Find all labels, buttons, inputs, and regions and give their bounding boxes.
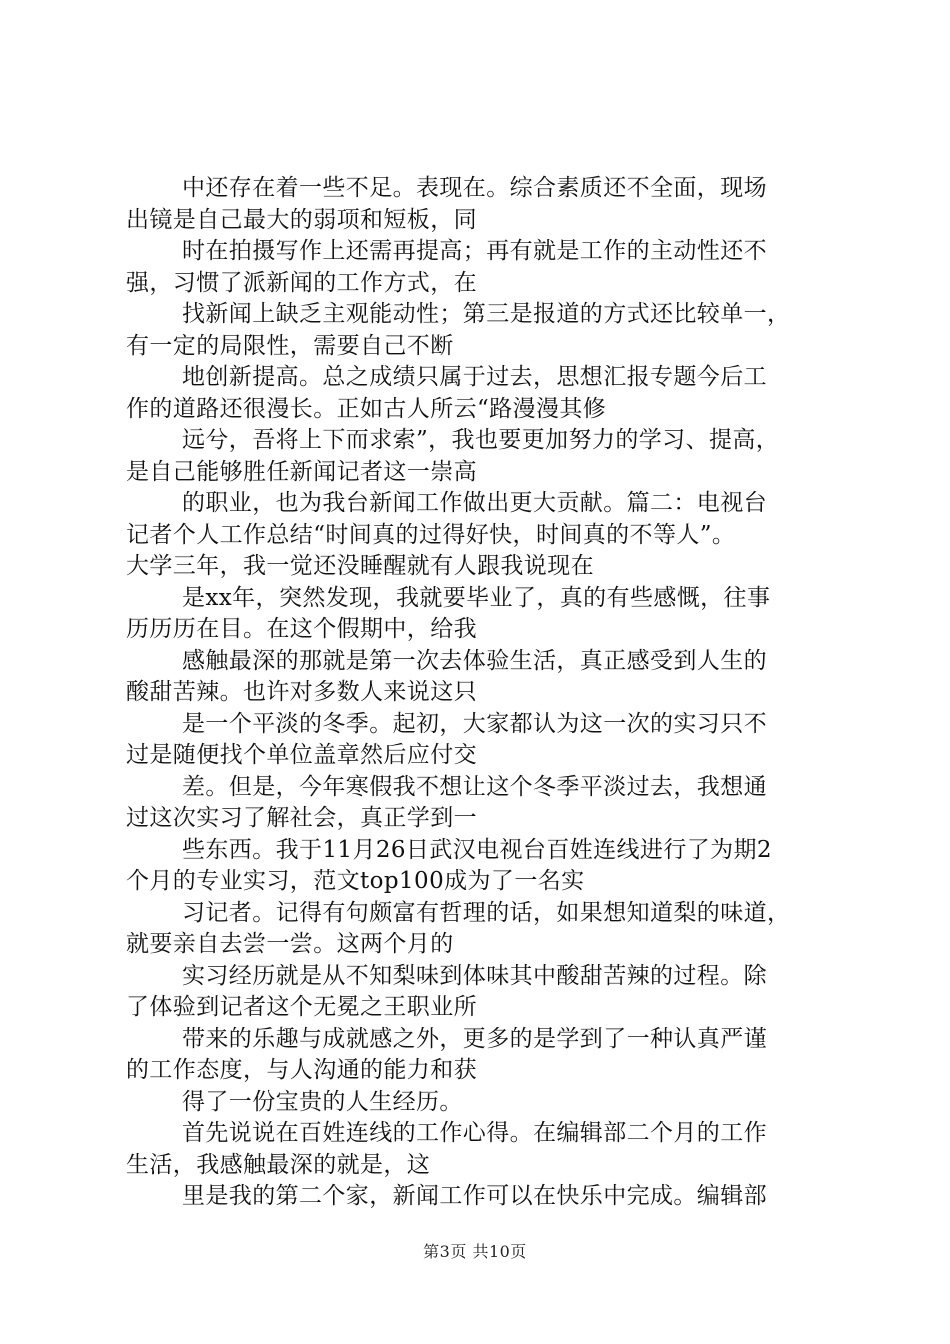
paragraph [126, 173, 846, 236]
text-line: 些东西。我于11月26日武汉电视台百姓连线进行了为期2 [182, 836, 772, 863]
paragraph [126, 772, 846, 835]
text-line: 有一定的局限性，需要自己不断 [126, 332, 454, 359]
text-line: 时在拍摄写作上还需再提高；再有就是工作的主动性还不 [182, 238, 767, 264]
text-line: 历历历在目。在这个假期中，给我 [126, 616, 477, 642]
text-line: 实习经历就是从不知梨味到体味其中酸甜苦辣的过程。除 [182, 962, 767, 989]
text-line: 是一个平淡的冬季。起初，大家都认为这一次的实习只不 [182, 710, 767, 737]
text-line: 感触最深的那就是第一次去体验生活，真正感受到人生的 [182, 647, 767, 674]
paragraph [126, 488, 846, 583]
text-line: 带来的乐趣与成就感之外，更多的是学到了一种认真严谨 [182, 1025, 767, 1052]
text-line: 是自己能够胜任新闻记者这一崇高 [126, 458, 477, 485]
paragraph [126, 583, 846, 646]
paragraph [126, 1087, 846, 1119]
paragraph [126, 709, 846, 772]
paragraph [126, 646, 846, 709]
text-line: 个月的专业实习，范文top100成为了一名实 [126, 868, 585, 894]
document-body [126, 173, 846, 1213]
paragraph [126, 425, 846, 488]
text-line: 酸甜苦辣。也许对多数人来说这只 [126, 679, 477, 705]
text-line: 了体验到记者这个无冕之王职业所 [126, 994, 477, 1020]
paragraph [126, 236, 846, 299]
text-line: 就要亲自去尝一尝。这两个月的 [126, 931, 454, 957]
text-line: 过这次实习了解社会，真正学到一 [126, 805, 477, 831]
paragraph [126, 362, 846, 425]
paragraph [126, 1181, 846, 1213]
paragraph [126, 961, 846, 1024]
paragraph [126, 835, 846, 898]
text-line: 过是随便找个单位盖章然后应付交 [126, 742, 477, 768]
text-line: 差。但是，今年寒假我不想让这个冬季平淡过去，我想通 [182, 773, 767, 800]
text-line: 习记者。记得有句颇富有哲理的话，如果想知道梨的味道， [182, 899, 791, 926]
paragraph [126, 1118, 846, 1181]
text-line: 的职业，也为我台新闻工作做出更大贡献。篇二：电视台 [182, 490, 767, 516]
text-line: 记者个人工作总结“时间真的过得好快，时间真的不等人”。 [126, 521, 736, 548]
text-line: 首先说说在百姓连线的工作心得。在编辑部二个月的工作 [182, 1120, 767, 1146]
text-line: 生活，我感触最深的就是，这 [126, 1151, 431, 1178]
text-line: 远兮，吾将上下而求索”，我也要更加努力的学习、提高， [182, 427, 780, 453]
text-line: 中还存在着一些不足。表现在。综合素质还不全面，现场 [182, 175, 767, 201]
text-line: 大学三年，我一觉还没睡醒就有人跟我说现在 [126, 553, 594, 579]
text-line: 的工作态度，与人沟通的能力和获 [126, 1057, 477, 1083]
page-footer: 第3页 共10页 [423, 1242, 527, 1261]
text-line: 是xx年，突然发现，我就要毕业了，真的有些感慨，往事 [182, 584, 771, 611]
text-line: 强，习惯了派新闻的工作方式，在 [126, 269, 477, 296]
text-line: 里是我的第二个家，新闻工作可以在快乐中完成。编辑部 [182, 1183, 767, 1209]
text-line: 作的道路还很漫长。正如古人所云“路漫漫其修 [126, 395, 607, 422]
text-line: 地创新提高。总之成绩只属于过去，思想汇报专题今后工 [182, 364, 767, 390]
text-line: 找新闻上缺乏主观能动性；第三是报道的方式还比较单一， [182, 301, 791, 327]
text-line: 出镜是自己最大的弱项和短板，同 [126, 206, 477, 233]
paragraph [126, 299, 846, 362]
paragraph [126, 1024, 846, 1087]
text-line: 得了一份宝贵的人生经历。 [182, 1088, 463, 1115]
paragraph [126, 898, 846, 961]
